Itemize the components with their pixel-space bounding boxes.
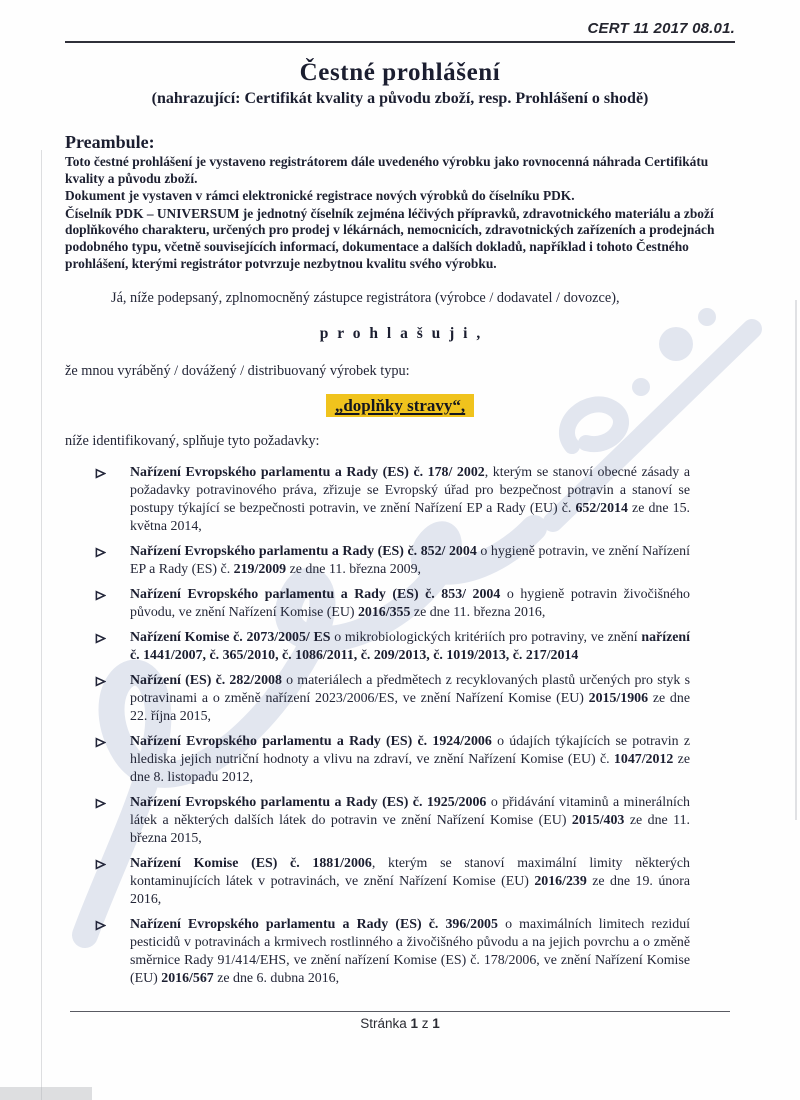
regulation-text: Nařízení Evropského parlamentu a Rady (ES) č. 853/ 2004 o hygieně potravin živočišného původu, ve znění Nařízení Komise (EU) 2016/355 ze dne 11. března 2016, (130, 587, 690, 621)
declaration-verb: p r o h l a š u j i , (319, 325, 481, 343)
preamble-heading: Preambule: (65, 132, 155, 152)
preamble-paragraph: Dokument je vystaven v rámci elektronické registrace nových výrobků do číselníku PDK. (65, 188, 575, 204)
product-type-line: že mnou vyráběný / dovážený / distribuovaný výrobek typu: (65, 363, 410, 380)
requirements-line: níže identifikovaný, splňuje tyto požadavky: (65, 433, 320, 450)
regulation-text: Nařízení Evropského parlamentu a Rady (ES) č. 1925/2006 o přidávání vitaminů a minerálních látek a některých dalších látek do potravin ve znění Nařízení Komise (EU) 2015/403 ze dne 11. března 2015, (130, 795, 690, 847)
document-title: Čestné prohlášení (299, 59, 501, 86)
arrow-bullet-icon (95, 919, 106, 937)
arrow-bullet-icon (95, 589, 106, 607)
footer-rule (70, 1011, 730, 1012)
header-rule (65, 41, 735, 43)
regulation-item (65, 794, 690, 848)
regulation-text: Nařízení Evropského parlamentu a Rady (ES) č. 1924/2006 o údajích týkajících se potravin z hlediska jejich nutriční hodnoty a vlivu na zdraví, ve znění Nařízení Komise (EU) č. 1047/2012 ze dne 8. listopadu 2012, (130, 734, 690, 786)
arrow-bullet-icon (95, 546, 106, 564)
regulation-item (65, 543, 690, 579)
regulation-item (65, 672, 690, 726)
regulation-item (65, 629, 690, 665)
regulation-text: Nařízení Komise (ES) č. 1881/2006, kterým se stanoví maximální limity některých kontaminujících látek v potravinách, ve znění Nařízení Komise (EU) 2016/239 ze dne 19. února 2016, (130, 856, 690, 908)
arrow-bullet-icon (95, 467, 106, 485)
regulation-text: Nařízení Evropského parlamentu a Rady (ES) č. 852/ 2004 o hygieně potravin, ve znění Nařízení EP a Rady (ES) č. 219/2009 ze dne 11. března 2009, (130, 544, 690, 578)
regulation-item (65, 586, 690, 622)
preamble-body (65, 154, 735, 272)
arrow-bullet-icon (95, 736, 106, 754)
regulation-item (65, 855, 690, 909)
regulation-text: Nařízení Komise č. 2073/2005/ ES o mikrobiologických kritériích pro potraviny, ve znění nařízení č. 1441/2007, č. 365/2010, č. 1086/2011, č. 209/2013, č. 1019/2013, č. 217/2014 (130, 630, 690, 664)
regulation-text: Nařízení (ES) č. 282/2008 o materiálech a předmětech z recyklovaných plastů určených pro styk s potravinami a o změně nařízení 2023/2006/ES, ve znění Nařízení Komise (EU) 2015/1906 ze dne 22. října 2015, (130, 673, 690, 725)
page-footer (70, 1011, 730, 1031)
preamble-paragraph: Toto čestné prohlášení je vystaveno registrátorem dále uvedeného výrobku jako rovnocenná náhrada Certifikátu kvality a původu zboží. (65, 154, 709, 186)
page-number: Stránka 1 z 1 (360, 1016, 440, 1031)
product-type-wrapper (65, 394, 735, 417)
arrow-bullet-icon (95, 797, 106, 815)
document-subtitle: (nahrazující: Certifikát kvality a původu zboží, resp. Prohlášení o shodě) (151, 90, 649, 107)
regulations-list (65, 464, 735, 988)
preamble-paragraph: Číselník PDK – UNIVERSUM je jednotný číselník zejména léčivých přípravků, zdravotnického materiálu a zboží doplňkového charakteru, určených pro prodej v lékárnách, nemocnicích, zdravotnických zařízeních a prodejnách podobného typu, včetně souvisejících informací, dokumentace a dalších dokladů, například i tohoto Čestného prohlášení, kterými registrátor potvrzuje nezbytnou kvalitu svého výrobku. (65, 205, 715, 271)
arrow-bullet-icon (95, 632, 106, 650)
declaration-intro: Já, níže podepsaný, zplnomocněný zástupce registrátora (výrobce / dodavatel / dovozce), (111, 290, 620, 307)
product-type-highlight: „doplňky stravy“, (326, 394, 474, 417)
regulation-item (65, 464, 690, 536)
regulation-item (65, 916, 690, 988)
regulation-item (65, 733, 690, 787)
arrow-bullet-icon (95, 675, 106, 693)
arrow-bullet-icon (95, 858, 106, 876)
regulation-text: Nařízení Evropského parlamentu a Rady (ES) č. 178/ 2002, kterým se stanoví obecné zásady a požadavky potravinového práva, zřizuje se Evropský úřad pro bezpečnost potravin a stanoví se postupy týkající se bezpečnosti potravin, ve znění Nařízení EP a Rady (EU) č. 652/2014 ze dne 15. května 2014, (130, 465, 691, 535)
regulation-text: Nařízení Evropského parlamentu a Rady (ES) č. 396/2005 o maximálních limitech reziduí pesticidů v potravinách a krmivech rostlinného a živočišného původu a na jejich povrchu a o změně směrnice Rady 91/414/EHS, ve znění nařízení Komise (ES) č. 178/2006, ve znění Nařízení Komise (EU) 2016/567 ze dne 6. dubna 2016, (130, 917, 690, 987)
document-code: CERT 11 2017 08.01. (587, 20, 735, 37)
